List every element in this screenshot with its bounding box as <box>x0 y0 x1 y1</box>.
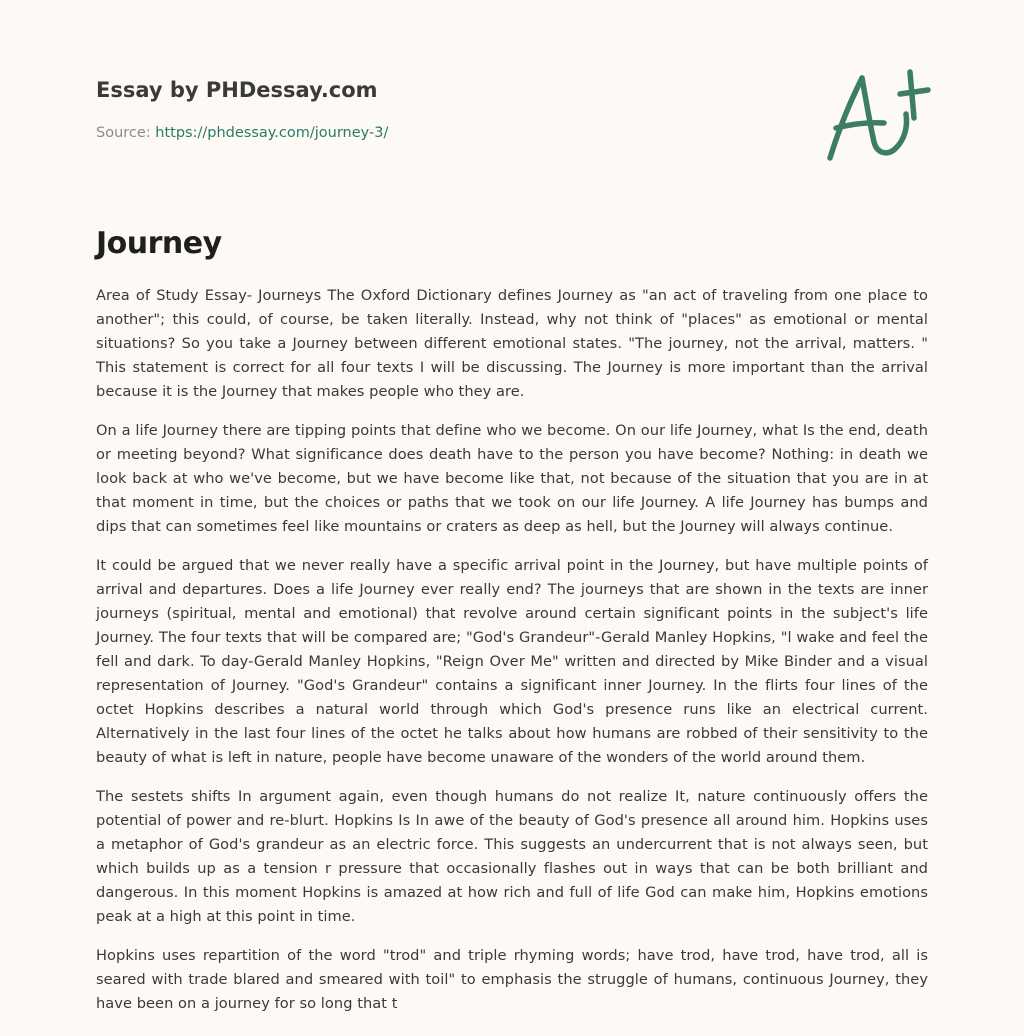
source-line <box>96 123 928 143</box>
source-link[interactable]: https://phdessay.com/journey-3/ <box>155 125 389 141</box>
site-title: Essay by PHDessay.com <box>96 78 378 102</box>
paragraph: It could be argued that we never really have a specific arrival point in the Journey, but have multiple points of arrival and departures. Does a life Journey ever really end? The journeys that are shown in the texts are inner journeys (spiritual, mental and emotional) that revolve around certain significant points in the subject's life Journey. The four texts that will be compared are; "God's Grandeur"-Gerald Manley Hopkins, "l wake and feel the fell and dark. To day-Gerald Manley Hopkins, "Reign Over Me" written and directed by Mike Binder and a visual representation of Journey. "God's Grandeur" contains a significant inner Journey. In the flirts four lines of the octet Hopkins describes a natural world through which God's presence runs like an electrical current. Alternatively in the last four lines of the octet he talks about how humans are robbed of their sensitivity to the beauty of what is left in nature, people have become unaware of the wonders of the world around them. <box>96 557 928 766</box>
article-title: Journey <box>96 226 222 261</box>
site-header <box>96 74 928 143</box>
article-body <box>96 284 928 1031</box>
paragraph: The sestets shifts In argument again, even though humans do not realize It, nature continuously offers the potential of power and re-blurt. Hopkins Is In awe of the beauty of God's presence all around him. Hopkins uses a metaphor of God's grandeur as an electric force. This suggests an undercurrent that is not always seen, but which builds up as a tension r pressure that occasionally flashes out in ways that can be both brilliant and dangerous. In this moment Hopkins is amazed at how rich and full of life God can make him, Hopkins emotions peak at a high at this point in time. <box>96 788 928 925</box>
paragraph: Hopkins uses repartition of the word "trod" and triple rhyming words; have trod, have trod, have trod, all is seared with trade blared and smeared with toil" to emphasis the struggle of humans, continuous Journey, they have been on a journey for so long that t <box>96 947 928 1012</box>
source-label: Source: <box>96 125 151 141</box>
paragraph: Area of Study Essay- Journeys The Oxford Dictionary defines Journey as "an act of traveling from one place to another"; this could, of course, be taken literally. Instead, why not think of "places" as emotional or mental situations? So you take a Journey between different emotional states. "The journey, not the arrival, matters. " This statement is correct for all four texts I will be discussing. The Journey is more important than the arrival because it is the Journey that makes people who they are. <box>96 287 928 400</box>
paragraph: On a life Journey there are tipping points that define who we become. On our life Journey, what Is the end, death or meeting beyond? What significance does death have to the person you have become? Nothing: in death we look back at who we've become, but we have become like that, not because of the situation that you are in at that moment in time, but the choices or paths that we took on our life Journey. A life Journey has bumps and dips that can sometimes feel like mountains or craters as deep as hell, but the Journey will always continue. <box>96 422 928 535</box>
a-plus-logo-icon <box>822 66 932 166</box>
